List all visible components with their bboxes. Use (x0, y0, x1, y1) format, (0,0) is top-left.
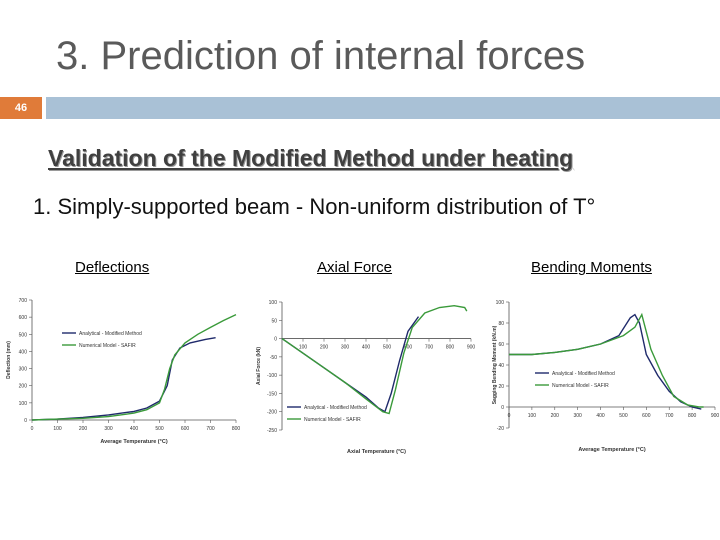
x-tick-label: 700 (424, 344, 434, 351)
y-tick-label: 100 (495, 300, 504, 306)
y-tick-label: 60 (498, 342, 504, 348)
x-tick-label: 100 (527, 413, 537, 419)
axial-force-label: Axial Force (317, 259, 393, 276)
x-tick-label: 200 (550, 413, 559, 419)
y-tick-label: -150 (266, 391, 277, 398)
x-tick-label: 700 (665, 413, 674, 419)
legend-label: Numerical Model - SAFIR (552, 383, 609, 389)
legend-label: Analytical - Modified Method (304, 405, 367, 411)
x-tick-label: 900 (466, 344, 476, 351)
x-tick-label: 100 (53, 426, 62, 432)
slide-number: 46 (0, 97, 42, 119)
y-tick-label: -50 (269, 354, 277, 361)
legend-label: Numerical Model - SAFIR (79, 343, 136, 349)
y-tick-label: 100 (18, 400, 27, 407)
x-axis-label: Axial Temperature (°C) (347, 449, 406, 455)
y-axis-label: Axial Force (kN) (256, 346, 262, 386)
y-tick-label: -100 (266, 373, 277, 380)
y-tick-label: 100 (268, 300, 277, 306)
legend-label: Analytical - Modified Method (79, 331, 142, 337)
x-tick-label: 400 (596, 413, 605, 419)
y-tick-label: 600 (18, 315, 27, 322)
x-tick-label: 400 (129, 426, 139, 432)
series-line-numerical (282, 306, 467, 414)
deflections-label: Deflections (75, 259, 150, 276)
x-axis-label: Average Temperature (°C) (578, 447, 646, 453)
y-tick-label: 40 (498, 363, 504, 369)
series-line-numerical (509, 315, 704, 407)
x-tick-label: 100 (298, 344, 308, 351)
y-tick-label: 20 (498, 384, 504, 390)
y-tick-label: 500 (18, 332, 27, 339)
series-line-analytical (32, 338, 216, 420)
x-tick-label: 500 (155, 426, 164, 432)
slide-subtitle: Validation of the Modified Method under heating (48, 145, 574, 171)
x-tick-label: 300 (573, 413, 582, 419)
y-tick-label: 0 (274, 336, 277, 343)
y-tick-label: -20 (496, 426, 504, 432)
title-bar (46, 97, 720, 119)
x-axis-label: Average Temperature (°C) (100, 439, 168, 445)
x-tick-label: 200 (78, 426, 88, 432)
body-text: 1. Simply-supported beam - Non-uniform distribution of T° (33, 194, 596, 219)
x-tick-label: 600 (403, 344, 413, 351)
y-tick-label: 80 (498, 321, 504, 327)
legend-label: Analytical - Modified Method (552, 371, 615, 377)
x-tick-label: 900 (710, 413, 720, 419)
y-axis-label: Sagging Bending Moment (kN.m) (492, 325, 498, 405)
deflection-chart (0, 290, 245, 455)
x-tick-label: 300 (104, 426, 113, 432)
x-tick-label: 600 (180, 426, 190, 432)
x-tick-label: 500 (619, 413, 628, 419)
x-tick-label: 700 (206, 426, 215, 432)
series-line-analytical (282, 317, 419, 412)
x-tick-label: 800 (231, 426, 241, 432)
x-tick-label: 500 (382, 344, 392, 351)
y-tick-label: 300 (18, 366, 27, 373)
y-axis-label: Deflection (mm) (6, 341, 12, 379)
y-tick-label: 400 (18, 349, 27, 356)
bending-moments-label: Bending Moments (531, 259, 652, 276)
x-tick-label: 200 (319, 344, 329, 351)
x-tick-label: 300 (340, 344, 350, 351)
x-tick-label: 800 (687, 413, 697, 419)
y-tick-label: 700 (18, 298, 27, 304)
x-tick-label: 0 (507, 413, 511, 419)
y-tick-label: 50 (271, 318, 277, 325)
y-tick-label: 0 (501, 405, 504, 411)
bending-moment-chart (487, 290, 720, 455)
x-tick-label: 800 (445, 344, 455, 351)
y-tick-label: 200 (18, 383, 27, 390)
y-tick-label: 0 (24, 418, 27, 424)
x-tick-label: 600 (642, 413, 651, 419)
axial-force-chart (247, 290, 477, 455)
x-tick-label: 0 (30, 426, 34, 432)
x-tick-label: 400 (361, 344, 371, 351)
slide-title: 3. Prediction of internal forces (56, 34, 586, 78)
y-tick-label: -200 (266, 409, 277, 416)
y-tick-label: -250 (266, 428, 277, 434)
legend-label: Numerical Model - SAFIR (304, 417, 361, 423)
